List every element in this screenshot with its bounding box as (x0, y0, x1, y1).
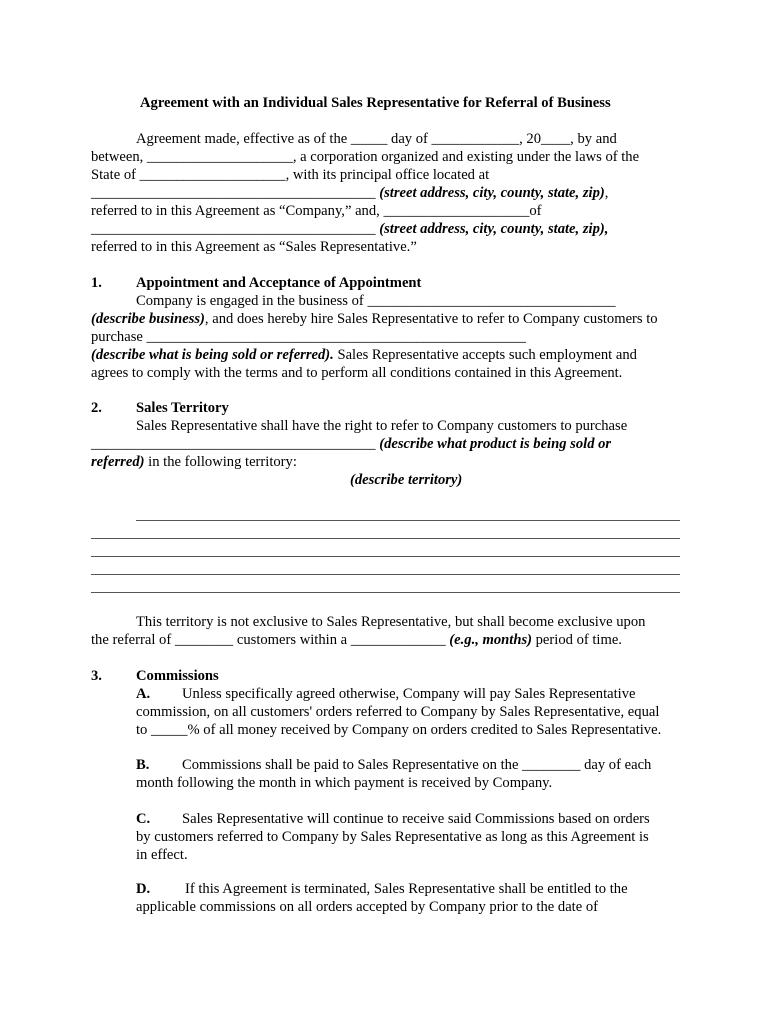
clause-b-line-1: Commissions shall be paid to Sales Representative on the ________ day of each (182, 757, 652, 773)
clause-a-line-2: commission, on all customers' orders referred to Company by Sales Representative, equal (136, 704, 660, 720)
section-1-line-2-text: , and does hereby hire Sales Representative to refer to Company customers to (204, 311, 658, 327)
territory-blank-line (91, 538, 680, 539)
clause-a-line-1: Unless specifically agreed otherwise, Company will pay Sales Representative (182, 686, 636, 702)
referred-hint: referred) (91, 454, 145, 470)
preamble-line-5: referred to in this Agreement as “Company,” and, ____________________of (91, 203, 542, 219)
describe-sold-hint: (describe what is being sold or referred). (91, 347, 334, 363)
describe-business-hint: (describe business) (91, 311, 205, 327)
months-hint: (e.g., months) (449, 632, 532, 648)
section-2-line-3-text: in the following territory: (144, 454, 297, 470)
describe-product-hint: (describe what product is being sold or (375, 436, 612, 452)
section-2-para-2-line-2 (91, 631, 622, 649)
preamble-line-2: between, ____________________, a corporation organized and existing under the laws of the (91, 149, 640, 165)
section-1-line-4-text: Sales Representative accepts such employment and (333, 347, 637, 363)
clause-c-line-3: in effect. (136, 847, 188, 863)
clause-d-line-2: applicable commissions on all orders accepted by Company prior to the date of (136, 899, 599, 915)
section-1-number: 1. (91, 275, 102, 291)
section-1-heading: Appointment and Acceptance of Appointment (136, 275, 422, 291)
clause-b-line-2: month following the month in which payment is received by Company. (136, 775, 553, 791)
period-text: period of time. (531, 632, 622, 648)
document-title: Agreement with an Individual Sales Representative for Referral of Business (140, 95, 611, 111)
section-1-line-5: agrees to comply with the terms and to perform all conditions contained in this Agreement. (91, 365, 623, 381)
clause-a-line-3: to _____% of all money received by Company on orders credited to Sales Representative. (136, 722, 662, 738)
preamble-line-6 (91, 220, 608, 238)
clause-c-line-1: Sales Representative will continue to receive said Commissions based on orders (182, 811, 650, 827)
section-2-line-1: Sales Representative shall have the right to refer to Company customers to purchase (136, 418, 628, 434)
clause-c-label: C. (136, 811, 151, 827)
section-1-line-2 (91, 310, 658, 328)
address-hint: (street address, city, county, state, zip) (375, 185, 605, 201)
section-3-number: 3. (91, 668, 102, 684)
section-2-line-3 (91, 453, 297, 471)
section-2-line-2 (91, 435, 611, 453)
preamble-line-3: State of ____________________, with its principal office located at (91, 167, 490, 183)
territory-blank-line (91, 592, 680, 593)
clause-d-line-1: If this Agreement is terminated, Sales Representative shall be entitled to the (185, 881, 628, 897)
product-blank: _______________________________________ (91, 436, 376, 452)
address-blank: _______________________________________ (91, 185, 376, 201)
preamble-line-7: referred to in this Agreement as “Sales Representative.” (91, 239, 417, 255)
referral-blank-text: the referral of ________ customers within a _____________ (91, 632, 450, 648)
section-1-line-4 (91, 346, 637, 364)
preamble-line-4 (91, 184, 608, 202)
preamble-line-1: Agreement made, effective as of the _____ day of ____________, 20____, by and (136, 131, 617, 147)
address-comma: , (604, 185, 609, 201)
clause-c-line-2: by customers referred to Company by Sales Representative as long as this Agreement is (136, 829, 649, 845)
territory-blank-line (136, 520, 680, 521)
clause-d-label: D. (136, 881, 151, 897)
describe-territory-hint: (describe territory) (350, 472, 463, 488)
section-1-line-1: Company is engaged in the business of __________________________________ (136, 293, 616, 309)
section-2-heading: Sales Territory (136, 400, 229, 416)
section-1-line-3: purchase ____________________________________________________ (91, 329, 526, 345)
territory-blank-line (91, 556, 680, 557)
clause-a-label: A. (136, 686, 151, 702)
section-2-para-2-line-1: This territory is not exclusive to Sales Representative, but shall become exclusive upon (136, 614, 646, 630)
section-2-number: 2. (91, 400, 102, 416)
territory-blank-line (91, 574, 680, 575)
clause-b-label: B. (136, 757, 150, 773)
section-3-heading: Commissions (136, 668, 219, 684)
address-blank: _______________________________________ (91, 221, 376, 237)
address-hint: (street address, city, county, state, zip), (375, 221, 609, 237)
